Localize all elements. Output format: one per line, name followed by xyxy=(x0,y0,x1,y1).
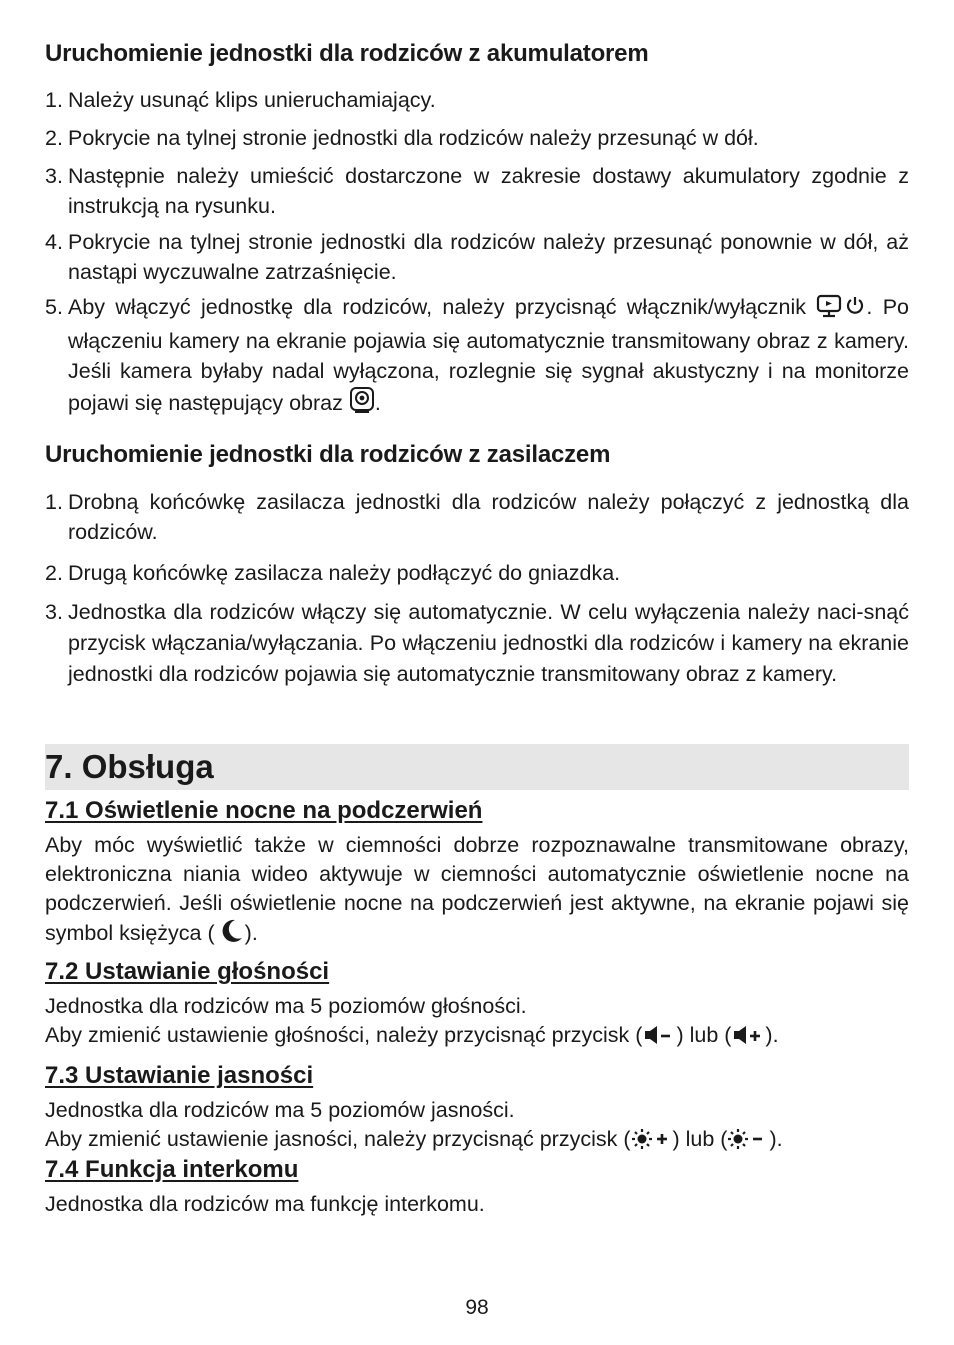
volume-down-icon xyxy=(642,1024,676,1054)
section-7-1-heading: 7.1 Oświetlenie nocne na podczerwień xyxy=(45,797,483,824)
list-item xyxy=(45,123,909,153)
list-item xyxy=(45,558,909,588)
item-text: Jednostka dla rodziców włączy się automatycznie. W celu wyłączenia należy naci-snąć przycisk włączania/wyłączania. Po włączeniu jednostki dla rodziców i kamery na ekranie jednostki dla rodziców pojawia się automatycznie transmitowany obraz z kamery. xyxy=(68,600,909,686)
line-text: Aby zmienić ustawienie głośności, należy przycisnąć przycisk ( xyxy=(45,1023,643,1047)
item-text: Pokrycie na tylnej stronie jednostki dla rodziców należy przesunąć w dół. xyxy=(68,126,759,150)
item-number: 2. xyxy=(45,561,63,585)
brightness-down-icon xyxy=(727,1128,769,1158)
line-text: ). xyxy=(765,1023,779,1047)
line-text: ) lub ( xyxy=(672,1127,728,1151)
line-text: ). xyxy=(769,1127,783,1151)
chapter-band xyxy=(45,744,909,790)
moon-icon xyxy=(215,918,245,952)
section-7-3-line2 xyxy=(45,1125,783,1158)
chapter-title: 7. Obsługa xyxy=(45,748,214,785)
paragraph-text: Aby móc wyświetlić także w ciemności dobrze rozpoznawalne transmitowane obrazy, elektroniczna niania wideo aktywuje w ciemności automatycznie oświetlenie nocne na podczerwień. Jeśli oświetlenie nocne na podczerwień jest aktywne, na ekranie pojawi się symbol księżyca ( xyxy=(45,833,909,945)
list-item xyxy=(45,227,909,287)
item-number: 2. xyxy=(45,126,63,150)
item-text: Należy usunąć klips unieruchamiający. xyxy=(68,88,436,112)
list-item xyxy=(45,597,909,690)
list-item xyxy=(45,487,909,547)
item-text: Drobną końcówkę zasilacza jednostki dla rodziców należy połączyć z jednostką dla rodziców. xyxy=(68,490,909,544)
item-text: Drugą końcówkę zasilacza należy podłączyć do gniazdka. xyxy=(68,561,621,585)
brightness-up-icon xyxy=(631,1128,673,1158)
list-item xyxy=(45,161,909,221)
section-7-2-line1: Jednostka dla rodziców ma 5 poziomów głośności. xyxy=(45,994,527,1018)
list-item xyxy=(45,292,909,422)
item-text: Pokrycie na tylnej stronie jednostki dla rodziców należy przesunąć ponownie w dół, aż nastąpi wyczuwalne zatrzaśnięcie. xyxy=(68,230,909,284)
monitor-power-icon xyxy=(816,294,866,326)
item-text: Aby włączyć jednostkę dla rodziców, należy przycisnąć włącznik/wyłącznik xyxy=(68,295,807,319)
paragraph-text: ). xyxy=(244,921,258,945)
section-7-4-heading: 7.4 Funkcja interkomu xyxy=(45,1156,299,1183)
adapter-section-heading: Uruchomienie jednostki dla rodziców z zasilaczem xyxy=(45,441,611,468)
camera-off-icon xyxy=(349,386,375,422)
item-number: 3. xyxy=(45,164,63,188)
section-7-3-line1: Jednostka dla rodziców ma 5 poziomów jasności. xyxy=(45,1098,515,1122)
volume-up-icon xyxy=(731,1024,765,1054)
item-number: 1. xyxy=(45,88,63,112)
line-text: Aby zmienić ustawienie jasności, należy przycisnąć przycisk ( xyxy=(45,1127,631,1151)
item-number: 1. xyxy=(45,490,63,514)
item-number: 5. xyxy=(45,295,63,319)
item-text: . Po włączeniu kamery na ekranie pojawia się automatycznie transmitowany obraz z kamery. Jeśli kamera byłaby nadal wyłączona, rozlegnie się sygnał akustyczny i na monitorze pojawi się następujący obraz xyxy=(68,295,909,415)
section-7-4-line1: Jednostka dla rodziców ma funkcję interkomu. xyxy=(45,1192,485,1216)
section-7-1-text xyxy=(45,831,909,952)
battery-section-heading: Uruchomienie jednostki dla rodziców z akumulatorem xyxy=(45,40,649,67)
line-text: ) lub ( xyxy=(676,1023,732,1047)
item-text: . xyxy=(374,391,381,415)
list-item xyxy=(45,85,909,115)
section-7-2-heading: 7.2 Ustawianie głośności xyxy=(45,958,330,985)
item-text: Następnie należy umieścić dostarczone w zakresie dostawy akumulatory zgodnie z instrukcją na rysunku. xyxy=(68,164,909,218)
page-number: 98 xyxy=(465,1296,489,1319)
item-number: 3. xyxy=(45,600,63,624)
section-7-2-line2 xyxy=(45,1021,779,1054)
item-number: 4. xyxy=(45,230,63,254)
section-7-3-heading: 7.3 Ustawianie jasności xyxy=(45,1062,314,1089)
